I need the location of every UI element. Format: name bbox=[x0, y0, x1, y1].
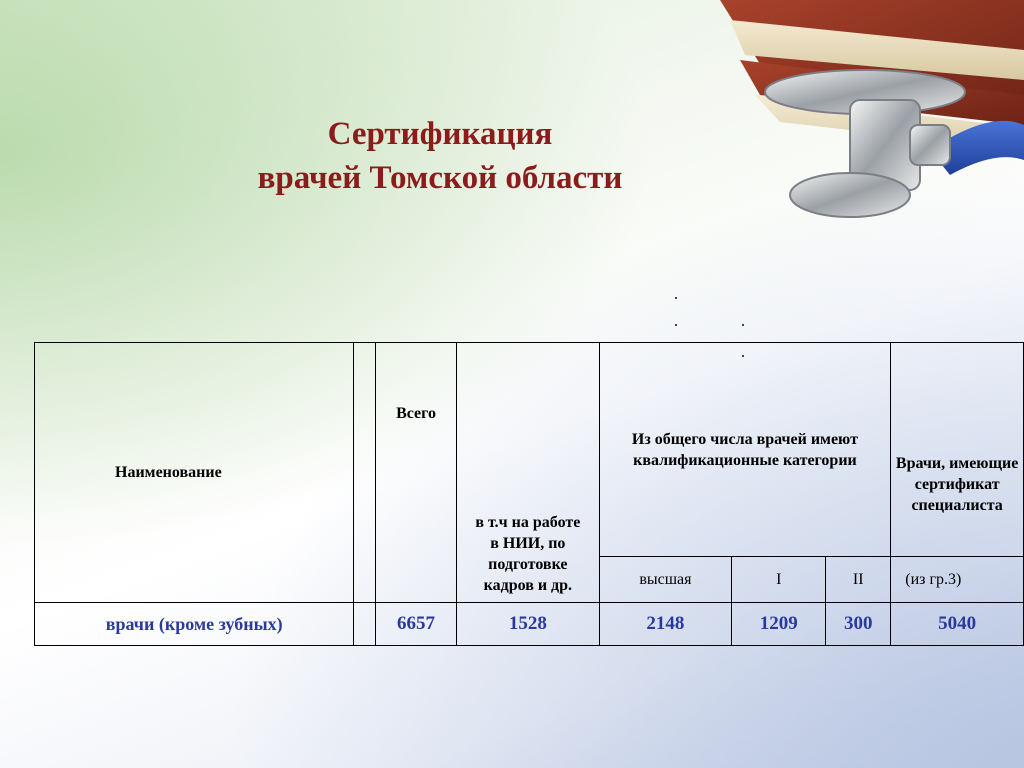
header-certified: Врачи, имеющие сертификат специалиста bbox=[891, 343, 1024, 557]
header-name: Наименование bbox=[35, 343, 354, 603]
table-header-row bbox=[35, 343, 1024, 557]
header-cat-2: II bbox=[826, 557, 891, 603]
header-total: Всего bbox=[375, 343, 456, 603]
header-cat-1: I bbox=[732, 557, 826, 603]
row-nii: 1528 bbox=[457, 603, 600, 646]
stray-dot bbox=[742, 324, 744, 326]
row-cat-2: 300 bbox=[826, 603, 891, 646]
stray-dot bbox=[675, 324, 677, 326]
header-certified-note: (из гр.3) bbox=[891, 557, 1024, 603]
header-nii: в т.ч на работе в НИИ, по подготовке кадров и др. bbox=[457, 343, 600, 603]
header-empty bbox=[354, 343, 376, 603]
header-cat-high: высшая bbox=[599, 557, 732, 603]
stray-dot bbox=[675, 297, 677, 299]
row-cat-1: 1209 bbox=[732, 603, 826, 646]
row-empty bbox=[354, 603, 376, 646]
page-title bbox=[170, 112, 710, 200]
row-certified: 5040 bbox=[891, 603, 1024, 646]
table-row bbox=[35, 603, 1024, 646]
row-name: врачи (кроме зубных) bbox=[35, 603, 354, 646]
certification-table bbox=[34, 342, 1024, 646]
title-line-2: врачей Томской области bbox=[257, 160, 623, 196]
row-total: 6657 bbox=[375, 603, 456, 646]
books-stethoscope-icon bbox=[700, 0, 1024, 230]
title-line-1: Сертификация bbox=[327, 116, 553, 152]
row-cat-high: 2148 bbox=[599, 603, 732, 646]
header-categories: Из общего числа врачей имеют квалификационные категории bbox=[599, 343, 891, 557]
